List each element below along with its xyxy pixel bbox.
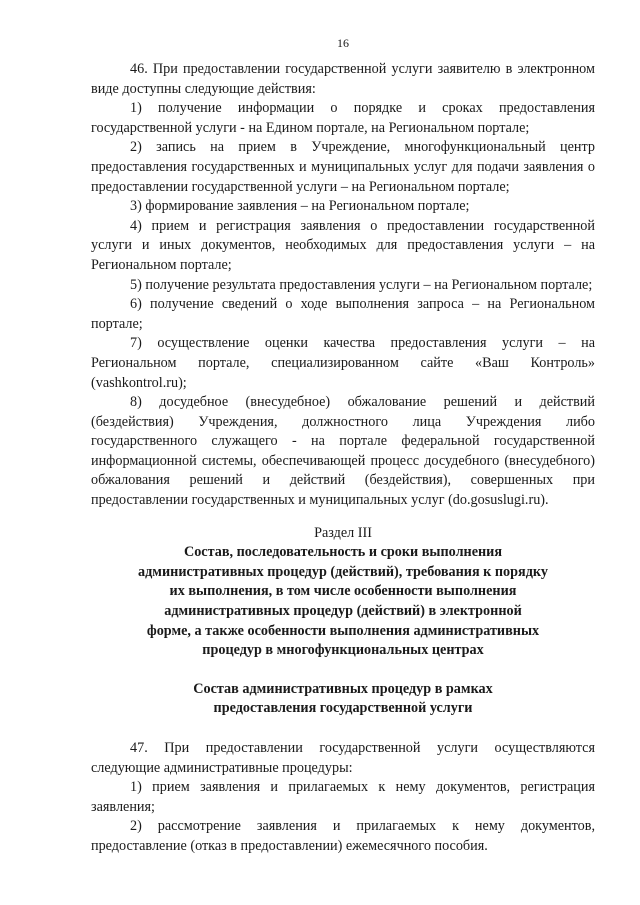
section-heading-line: Состав, последовательность и сроки выполнения: [183, 544, 503, 561]
list-item: 2) запись на прием в Учреждение, многофункциональный центр предоставления государственных и муниципальных услуг для подачи заявления о предоставлении государственной услуги – на Региональном портале;: [91, 139, 595, 195]
spacer: [91, 511, 595, 524]
subsection-heading-line: предоставления государственной услуги: [213, 700, 473, 717]
list-item: 4) прием и регистрация заявления о предоставлении государственной услуги и иных документов, необходимых для предоставления услуги – на Региональном портале;: [91, 217, 595, 273]
subsection-heading-line: Состав административных процедур в рамках: [193, 680, 493, 697]
section-heading-line: их выполнения, в том числе особенности выполнения: [169, 583, 517, 600]
list-item: 1) получение информации о порядке и сроках предоставления государственной услуги - на Едином портале, на Региональном портале;: [91, 100, 595, 136]
page-number: 16: [337, 36, 349, 50]
list-item: 2) рассмотрение заявления и прилагаемых к нему документов, предоставление (отказ в предоставлении) ежемесячного пособия.: [91, 818, 595, 854]
spacer: [91, 719, 595, 739]
document-page: [91, 36, 595, 857]
section-label: Раздел III: [314, 524, 372, 541]
section-heading-line: процедур в многофункциональных центрах: [202, 642, 484, 659]
paragraph-46-intro: 46. При предоставлении государственной услуги заявителю в электронном виде доступны следующие действия:: [91, 61, 595, 97]
subsection-heading: [91, 680, 595, 719]
section-heading: [91, 543, 595, 661]
list-item: 8) досудебное (внесудебное) обжалование решений и действий (бездействия) Учреждения, должностного лица Учреждения либо государственного служащего - на портале федеральной государственной информационной системы, обеспечивающей процесс досудебного (внесудебного) обжалования решений и действий (бездействия), совершенных при предоставлении государственных и муниципальных услуг (do.gosuslugi.ru).: [91, 394, 595, 509]
list-item: 1) прием заявления и прилагаемых к нему документов, регистрация заявления;: [91, 779, 595, 815]
list-item: 6) получение сведений о ходе выполнения запроса – на Региональном портале;: [91, 296, 595, 332]
section-heading-line: административных процедур (действий) в электронной: [164, 603, 522, 620]
section-heading-line: административных процедур (действий), требования к порядку: [138, 563, 548, 580]
section-heading-line: форме, а также особенности выполнения административных: [146, 622, 540, 639]
list-item: 7) осуществление оценки качества предоставления услуги – на Региональном портале, специализированном сайте «Ваш Контроль» (vashkontrol.ru);: [91, 335, 595, 391]
list-item: 3) формирование заявления – на Региональном портале;: [130, 198, 470, 215]
spacer: [91, 661, 595, 680]
list-item: 5) получение результата предоставления услуги – на Региональном портале;: [130, 276, 593, 293]
paragraph-47-intro: 47. При предоставлении государственной услуги осуществляются следующие административные процедуры:: [91, 740, 595, 776]
